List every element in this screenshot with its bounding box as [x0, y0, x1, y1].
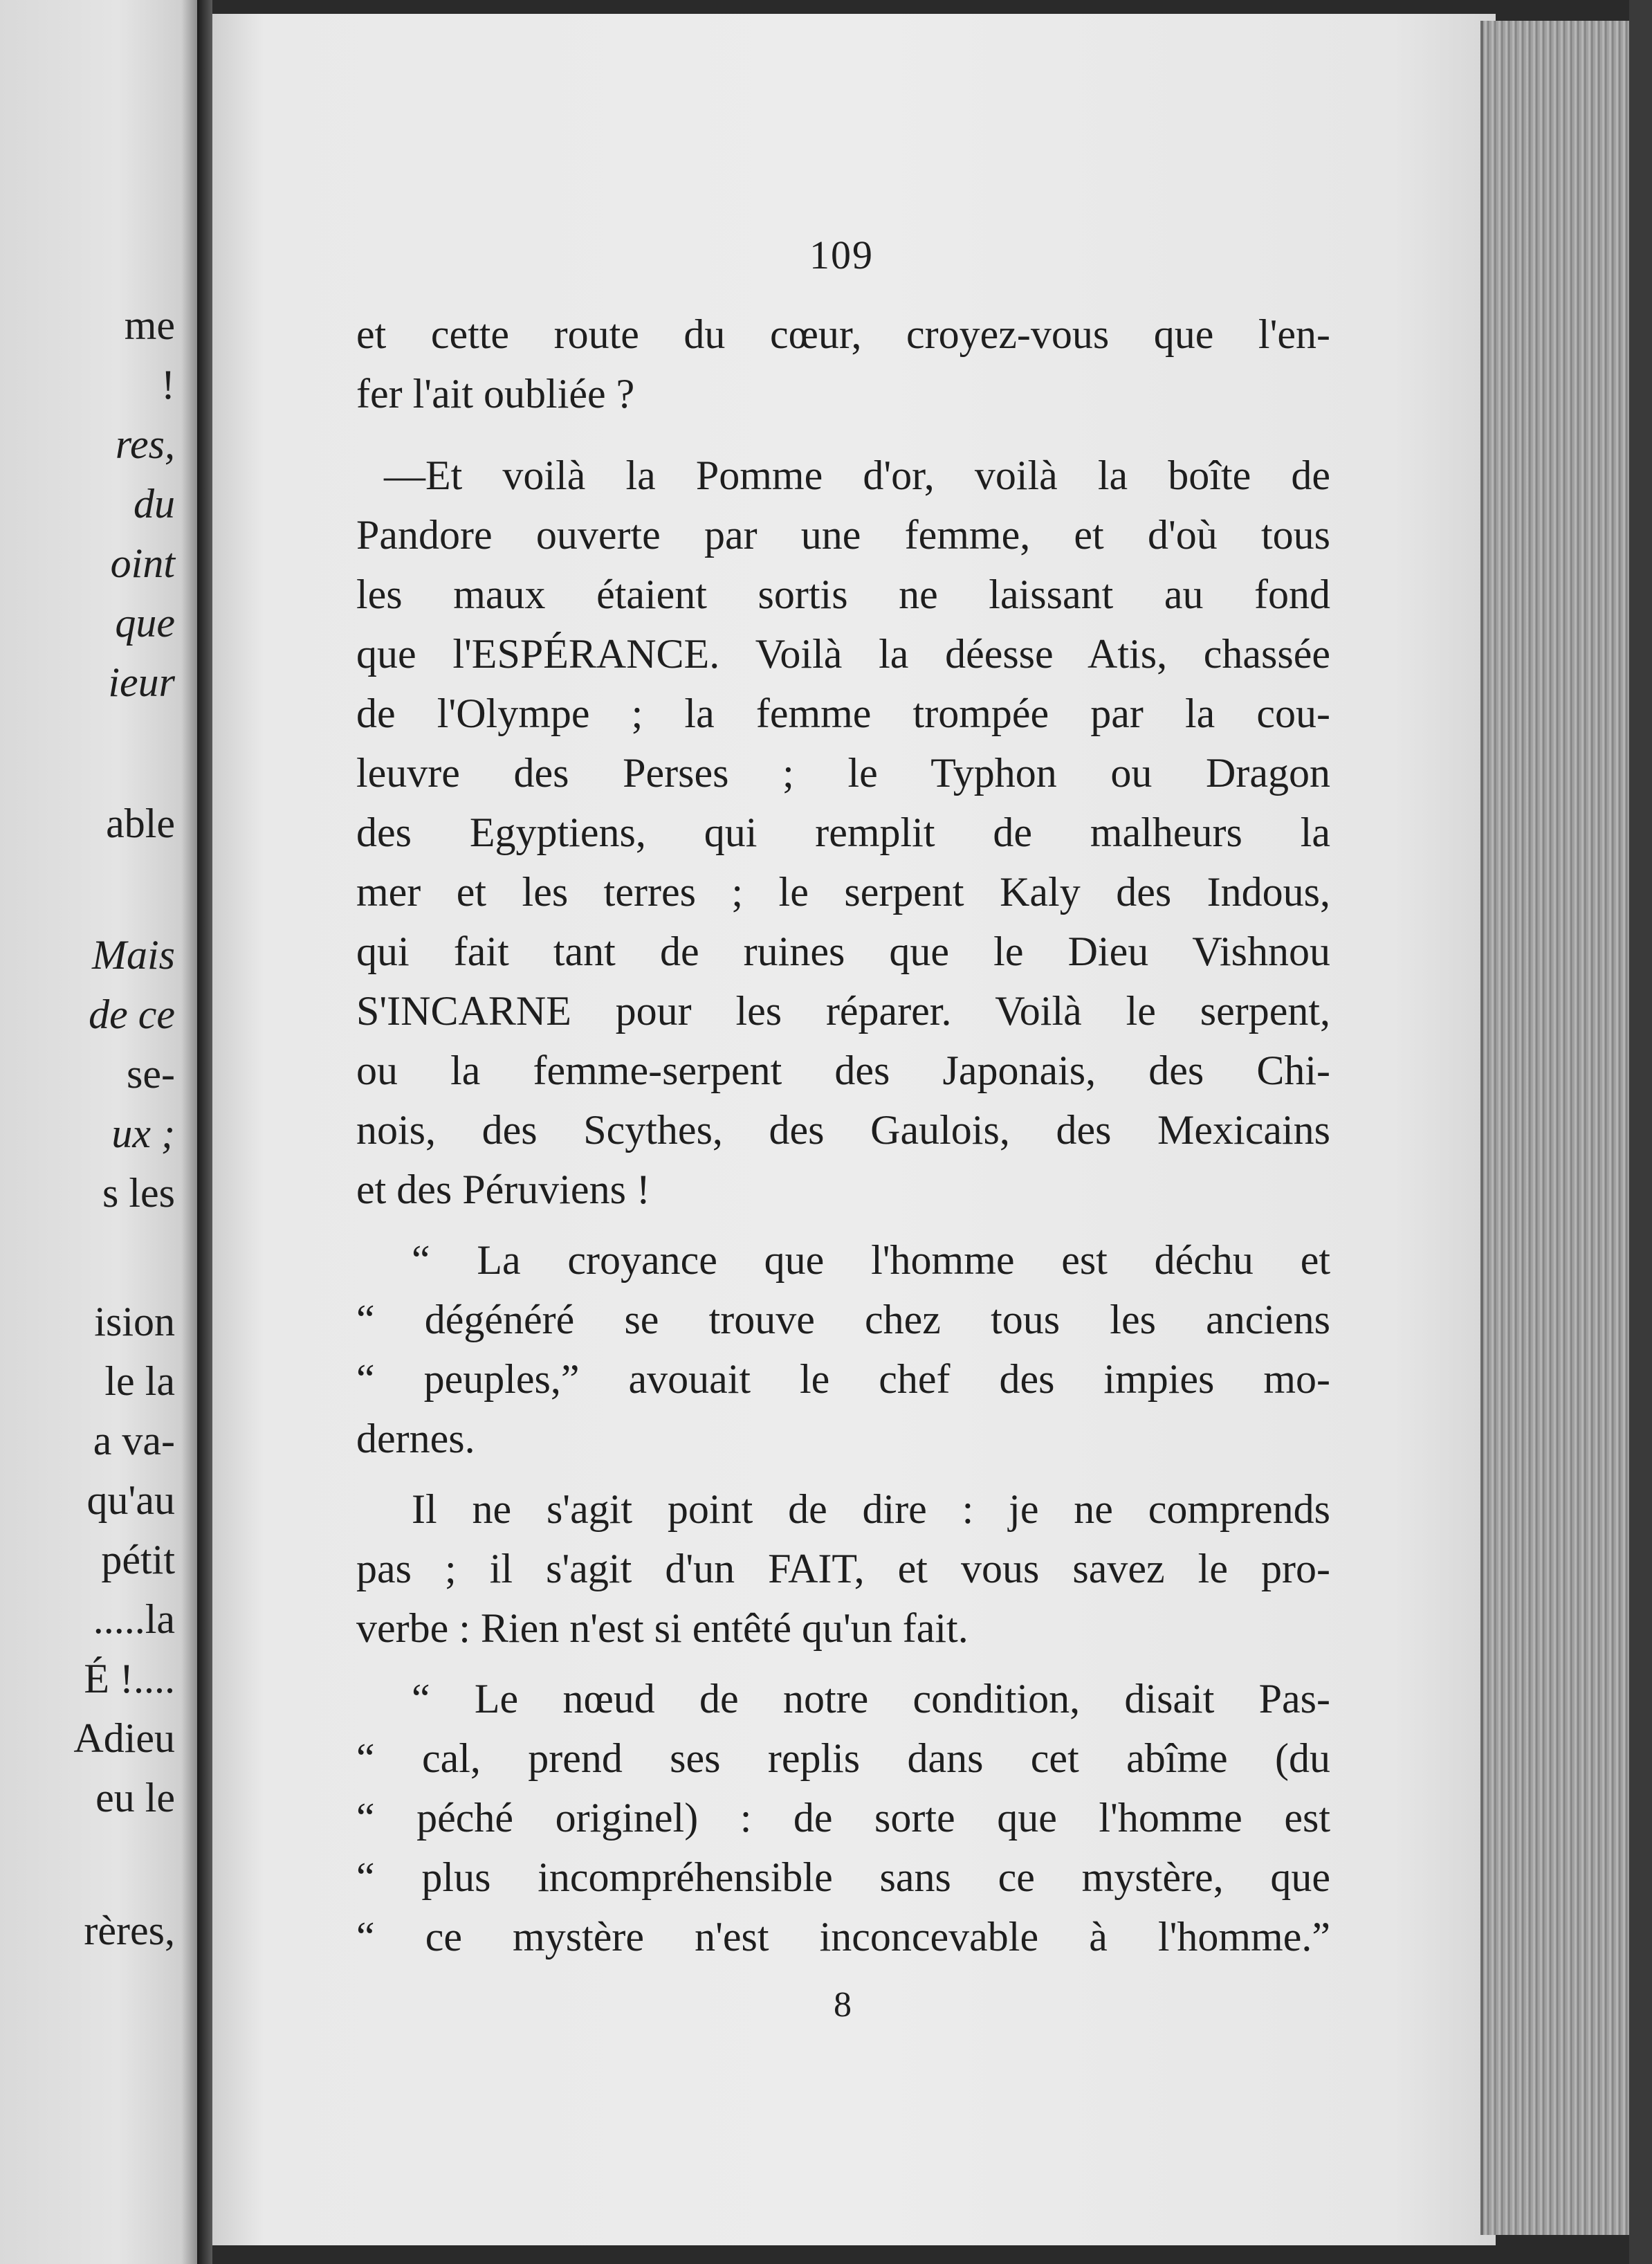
text-line: —Et voilà la Pomme d'or, voilà la boîte de [384, 453, 1330, 498]
text-line: qui fait tant de ruines que le Dieu Vishnou [356, 929, 1330, 974]
text-line: pas ; il s'agit d'un FAIT, et vous savez le pro- [356, 1546, 1330, 1591]
left-page-line: É !.... [84, 1656, 175, 1701]
left-page-line: ision [94, 1299, 175, 1344]
left-page-line: able [106, 801, 175, 846]
signature-mark: 8 [834, 1985, 852, 2025]
left-page-line: rères, [84, 1908, 175, 1953]
text-line: Pandore ouverte par une femme, et d'où tous [356, 512, 1330, 558]
left-page-line: Adieu [73, 1715, 175, 1761]
page-edges [1480, 21, 1632, 2235]
text-line: ou la femme-serpent des Japonais, des Chi- [356, 1048, 1330, 1093]
left-page-line: s les [102, 1170, 175, 1216]
text-line: de l'Olympe ; la femme trompée par la cou- [356, 691, 1330, 736]
text-line: S'INCARNE pour les réparer. Voilà le serpent, [356, 988, 1330, 1034]
text-line: Il ne s'agit point de dire : je ne comprends [412, 1486, 1330, 1532]
left-page-line: .....la [93, 1596, 175, 1642]
text-line: “ La croyance que l'homme est déchu et [412, 1237, 1330, 1283]
text-line: et cette route du cœur, croyez-vous que l'en- [356, 311, 1330, 357]
text-line: “ Le nœud de notre condition, disait Pas- [412, 1676, 1330, 1722]
left-page-line: Mais [92, 932, 175, 978]
text-line: “ péché originel) : de sorte que l'homme est [356, 1795, 1330, 1841]
text-line: fer l'ait oubliée ? [356, 371, 635, 417]
left-page-line: a va- [93, 1418, 175, 1463]
left-page-line: du [134, 481, 175, 527]
text-line: “ plus incompréhensible sans ce mystère, que [356, 1854, 1330, 1900]
book-gutter [197, 0, 212, 2264]
text-line: mer et les terres ; le serpent Kaly des Indous, [356, 869, 1330, 915]
left-page-line: ux ; [111, 1111, 175, 1156]
page-body [356, 304, 1330, 1966]
left-page-line: le la [104, 1358, 175, 1404]
left-page-line: oint [110, 540, 175, 586]
text-line: “ peuples,” avouait le chef des impies mo- [356, 1356, 1330, 1402]
left-page-line: res, [115, 421, 175, 467]
left-page-line: me [124, 302, 175, 348]
text-line: verbe : Rien n'est si entêté qu'un fait. [356, 1605, 969, 1651]
left-page-line: eu le [95, 1775, 175, 1820]
text-line: des Egyptiens, qui remplit de malheurs la [356, 810, 1330, 855]
left-page-line: que [115, 600, 175, 646]
page-edges-shadow [1629, 0, 1652, 2264]
text-line: “ ce mystère n'est inconcevable à l'homme.” [356, 1914, 1330, 1960]
page-number: 109 [809, 232, 874, 277]
text-line: que l'ESPÉRANCE. Voilà la déesse Atis, chassée [356, 631, 1330, 677]
text-line: “ dégénéré se trouve chez tous les anciens [356, 1297, 1330, 1342]
text-line: “ cal, prend ses replis dans cet abîme (du [356, 1735, 1330, 1781]
text-line: leuvre des Perses ; le Typhon ou Dragon [356, 750, 1330, 796]
left-page-line: ieur [108, 659, 175, 705]
left-page-line: ! [161, 362, 175, 408]
text-line: les maux étaient sortis ne laissant au fond [356, 572, 1330, 617]
text-line: dernes. [356, 1416, 475, 1461]
previous-page [0, 0, 197, 2264]
left-page-line: qu'au [86, 1477, 175, 1523]
text-line: et des Péruviens ! [356, 1167, 650, 1212]
left-page-line: pétit [101, 1537, 175, 1582]
left-page-line: de ce [89, 992, 175, 1037]
left-page-line: se- [127, 1051, 175, 1097]
text-line: nois, des Scythes, des Gaulois, des Mexicains [356, 1107, 1330, 1153]
